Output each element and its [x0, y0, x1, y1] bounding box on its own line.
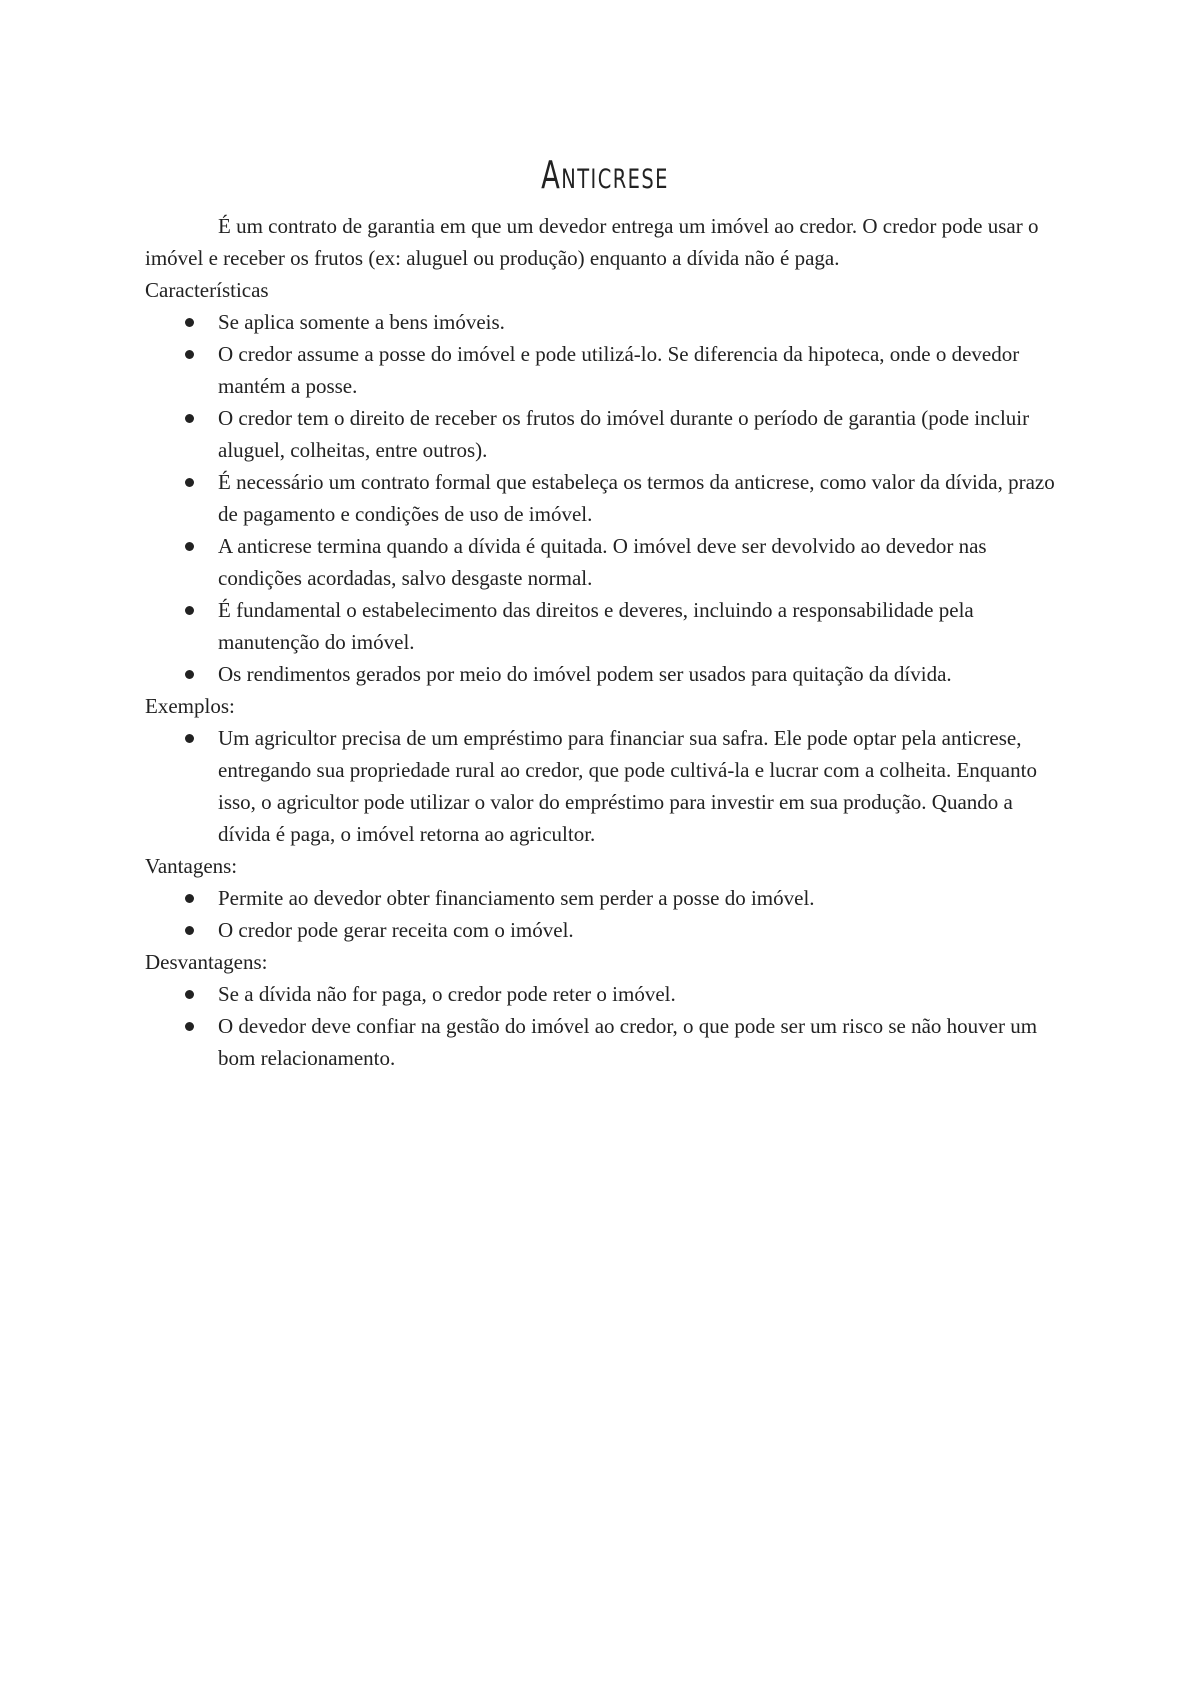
section-heading: Exemplos: [145, 694, 235, 718]
list-item [145, 914, 1065, 946]
section-heading: Vantagens: [145, 854, 238, 878]
section-heading: Desvantagens: [145, 950, 268, 974]
list-item-text: O credor pode gerar receita com o imóvel. [218, 918, 574, 942]
bullet-list [145, 978, 1065, 1074]
list-item-text: A anticrese termina quando a dívida é quitada. O imóvel deve ser devolvido ao devedor nas condições acordadas, salvo desgaste normal. [218, 534, 987, 590]
list-item-text: É fundamental o estabelecimento das direitos e deveres, incluindo a responsabilidade pela manutenção do imóvel. [218, 598, 974, 654]
bullet-icon [185, 1022, 194, 1031]
list-item-text: O devedor deve confiar na gestão do imóvel ao credor, o que pode ser um risco se não houver um bom relacionamento. [218, 1014, 1038, 1070]
bullet-list [145, 882, 1065, 946]
bullet-icon [185, 894, 194, 903]
bullet-icon [185, 606, 194, 615]
bullet-icon [185, 414, 194, 423]
bullet-icon [185, 318, 194, 327]
bullet-icon [185, 926, 194, 935]
list-item [145, 594, 1065, 658]
list-item-text: O credor tem o direito de receber os frutos do imóvel durante o período de garantia (pode incluir aluguel, colheitas, entre outros). [218, 406, 1030, 462]
list-item [145, 466, 1065, 530]
bullet-icon [185, 478, 194, 487]
bullet-list [145, 722, 1065, 850]
list-item-text: Se a dívida não for paga, o credor pode reter o imóvel. [218, 982, 676, 1006]
sections-container [145, 274, 1065, 1074]
list-item-text: O credor assume a posse do imóvel e pode utilizá-lo. Se diferencia da hipoteca, onde o devedor mantém a posse. [218, 342, 1020, 398]
list-item-text: Os rendimentos gerados por meio do imóvel podem ser usados para quitação da dívida. [218, 662, 952, 686]
list-item [145, 722, 1065, 850]
list-item [145, 1010, 1065, 1074]
list-item-text: Um agricultor precisa de um empréstimo para financiar sua safra. Ele pode optar pela anticrese, entregando sua propriedade rural ao credor, que pode cultivá-la e lucrar com a colheita. Enquanto isso, o agricultor pode utilizar o valor do empréstimo para investir em sua produção. Quando a dívida é paga, o imóvel retorna ao agricultor. [218, 726, 1037, 846]
document-page [145, 150, 1065, 1074]
list-item [145, 658, 1065, 690]
list-item [145, 530, 1065, 594]
list-item [145, 306, 1065, 338]
list-item [145, 338, 1065, 402]
list-item [145, 882, 1065, 914]
bullet-icon [185, 670, 194, 679]
intro-paragraph: É um contrato de garantia em que um devedor entrega um imóvel ao credor. O credor pode usar o imóvel e receber os frutos (ex: aluguel ou produção) enquanto a dívida não é paga. [145, 214, 1039, 270]
list-item-text: É necessário um contrato formal que estabeleça os termos da anticrese, como valor da dívida, prazo de pagamento e condições de uso de imóvel. [218, 470, 1055, 526]
bullet-icon [185, 350, 194, 359]
list-item [145, 402, 1065, 466]
bullet-list [145, 306, 1065, 690]
bullet-icon [185, 542, 194, 551]
list-item-text: Se aplica somente a bens imóveis. [218, 310, 505, 334]
bullet-icon [185, 734, 194, 743]
list-item [145, 978, 1065, 1010]
bullet-icon [185, 990, 194, 999]
section-heading: Características [145, 278, 269, 302]
list-item-text: Permite ao devedor obter financiamento sem perder a posse do imóvel. [218, 886, 815, 910]
document-title: Anticrese [541, 153, 669, 197]
